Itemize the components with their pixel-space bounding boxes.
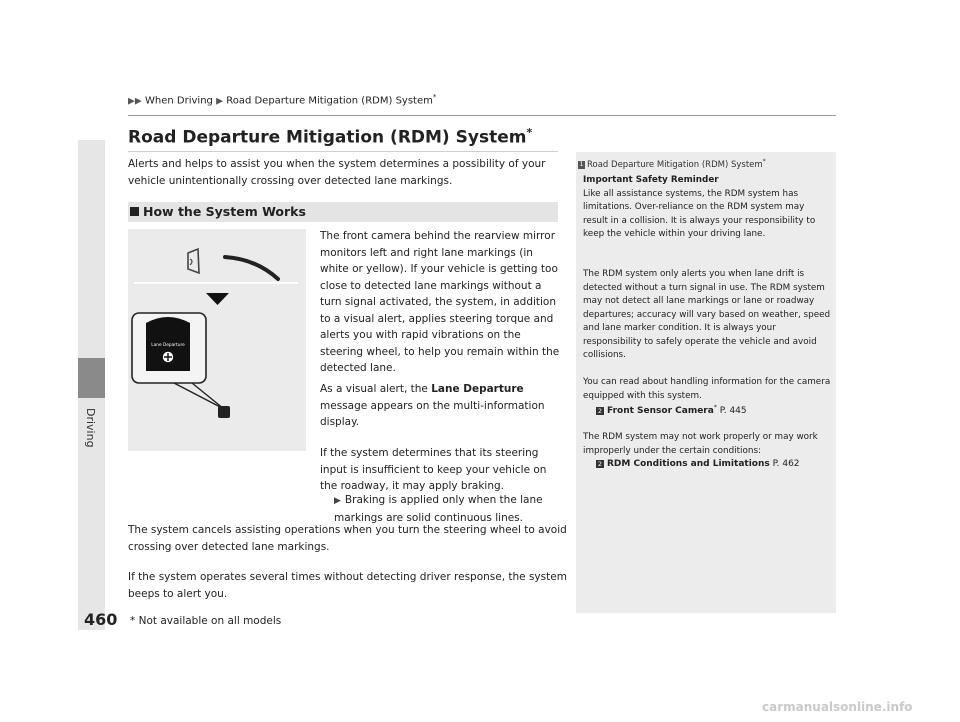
- body-paragraph-2: [320, 381, 560, 431]
- breadcrumb-item-rdm[interactable]: Road Departure Mitigation (RDM) System: [226, 95, 433, 107]
- intro-paragraph: Alerts and helps to assist you when the system determines a possibility of your vehicle unintentionally crossing over detected lane markings.: [128, 158, 546, 187]
- footnote: * Not available on all models: [130, 615, 282, 627]
- chapter-label: Driving: [84, 408, 97, 448]
- body-paragraph-2-suffix: message appears on the multi-information display.: [320, 399, 545, 428]
- screen-message: Lane Departure: [151, 343, 185, 348]
- rdm-illustration-svg: [128, 229, 306, 451]
- front-sensor-camera-link[interactable]: [596, 404, 747, 416]
- section-heading-text: How the System Works: [143, 204, 306, 219]
- front-sensor-camera-label: Front Sensor Camera: [607, 406, 714, 416]
- body-paragraph-1: The front camera behind the rearview mirror monitors left and right lane markings (in white or yellow). If your vehicle is getting too close to detected lane markings without a turn signal activated, the system, in addition to a visual alert, applies steering torque and alerts you with rapid vibrations on the steering wheel, to help you remain within the detected lane.: [320, 230, 560, 374]
- body-paragraph-3: If the system determines that its steering input is insufficient to keep your vehicle on the roadway, it may apply braking.: [320, 447, 547, 492]
- lane-departure-term: Lane Departure: [431, 383, 524, 395]
- safety-reminder-title: Important Safety Reminder: [583, 175, 719, 185]
- notes-header: [578, 158, 766, 170]
- breadcrumb-asterisk: *: [432, 93, 437, 101]
- note-paragraph-4: The RDM system may not work properly or may work improperly under the certain conditions:: [583, 432, 818, 456]
- rdm-conditions-label: RDM Conditions and Limitations: [607, 459, 770, 469]
- rdm-conditions-link[interactable]: [596, 459, 800, 469]
- safety-reminder: [583, 174, 831, 242]
- chapter-tab: [78, 358, 105, 398]
- page-title-text: Road Departure Mitigation (RDM) System: [128, 127, 527, 148]
- section-heading: [128, 202, 558, 222]
- breadcrumb-item-when-driving[interactable]: When Driving: [145, 95, 213, 107]
- note-marker-icon: 1: [579, 160, 584, 168]
- page-title: [128, 126, 532, 148]
- title-rule: [128, 151, 558, 152]
- body-paragraph-5: If the system operates several times without detecting driver response, the system beeps to alert you.: [128, 571, 567, 600]
- breadcrumb-arrow-icon: ▶▶: [128, 96, 142, 107]
- header-rule: [128, 115, 836, 116]
- bullet-arrow-icon: ▶: [334, 496, 341, 506]
- safety-reminder-text: Like all assistance systems, the RDM system has limitations. Over-reliance on the RDM system may result in a collision. It is always your responsibility to keep the vehicle within your driving lane.: [583, 188, 816, 239]
- braking-bullet: [334, 492, 554, 526]
- rdm-illustration: [128, 229, 306, 451]
- body-paragraph-4: The system cancels assisting operations when you turn the steering wheel to avoid crossing over detected lane markings.: [128, 524, 567, 553]
- breadcrumb: [128, 93, 436, 106]
- note-paragraph-3: You can read about handling information for the camera equipped with this system.: [583, 377, 831, 401]
- down-arrow-icon: [206, 293, 229, 305]
- mirror-camera-icon: [188, 249, 199, 273]
- windshield-line: [225, 257, 278, 279]
- rdm-conditions-page: P. 462: [772, 459, 800, 469]
- steering-hub-icon: [218, 406, 230, 418]
- page-number: 460: [84, 610, 118, 629]
- reference-arrow-icon: 2: [597, 460, 603, 468]
- note-paragraph-2: The RDM system only alerts you when lane drift is detected without a turn signal in use. The RDM system may not detect all lane markings or lane or roadway departures; accuracy will vary based on weather, speed and lane marker condition. It is always your responsibility to safely operate the vehicle and avoid collisions.: [583, 269, 831, 360]
- notes-header-text: Road Departure Mitigation (RDM) System: [587, 159, 763, 170]
- notes-header-asterisk: *: [762, 158, 766, 165]
- section-square-icon: [130, 207, 139, 216]
- display-screen: [146, 317, 190, 371]
- front-sensor-camera-page: P. 445: [719, 406, 747, 416]
- ref1-asterisk: *: [713, 404, 717, 411]
- watermark: carmanualsonline.info: [762, 700, 913, 714]
- title-asterisk: *: [526, 126, 533, 139]
- body-paragraph-2-prefix: As a visual alert, the: [320, 383, 432, 395]
- braking-bullet-text: Braking is applied only when the lane markings are solid continuous lines.: [334, 494, 543, 524]
- reference-arrow-icon: 2: [597, 407, 603, 415]
- breadcrumb-arrow-icon: ▶: [216, 96, 224, 107]
